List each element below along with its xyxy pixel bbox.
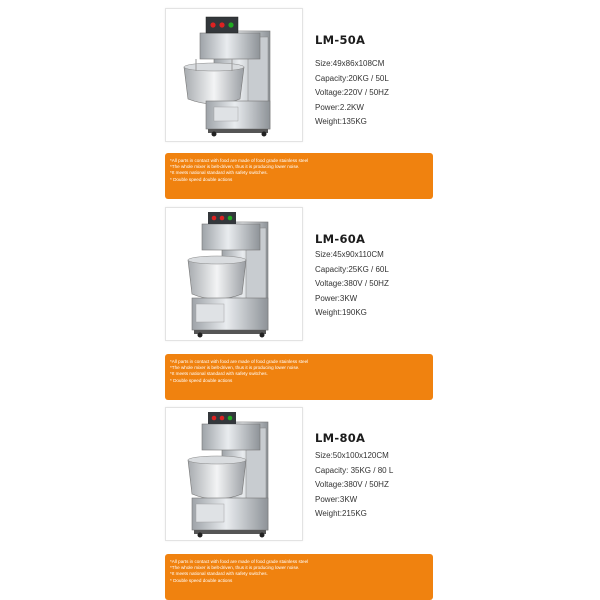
mixer-photo [165,207,303,341]
feature-notes-banner [165,153,433,199]
spec-capacity: Capacity:25KG / 60L [315,264,389,274]
note-line: *It meets national standard with safety switches. [170,371,268,377]
note-line: *The whole mixer is belt-driven, thus it is producing lower noise. [170,565,300,571]
model-title: LM-60A [315,232,366,246]
spec-voltage: Voltage:220V / 50HZ [315,88,389,98]
model-title: LM-50A [315,33,366,47]
spec-voltage: Voltage:380V / 50HZ [315,480,389,490]
mixer-photo [165,8,303,142]
spec-voltage: Voltage:380V / 50HZ [315,279,389,289]
spec-list [315,248,389,321]
note-line: * Double speed double actions [170,176,233,182]
spec-list [315,449,393,522]
feature-notes-banner [165,354,433,400]
note-line: *The whole mixer is belt-driven, thus it is producing lower noise. [170,365,300,371]
note-line: *All parts in contact with food are made of food grade stainless steel [170,359,309,364]
mixer-photo [165,407,303,541]
note-line: *It meets national standard with safety switches. [170,170,268,176]
note-line: *The whole mixer is belt-driven, thus it is producing lower noise. [170,164,300,170]
model-title: LM-80A [315,431,366,445]
spec-list [315,57,389,130]
feature-notes-banner [165,554,433,600]
note-line: * Double speed double actions [170,577,233,583]
spec-size: Size:49x86x108CM [315,59,385,68]
spec-size: Size:50x100x120CM [315,451,389,460]
note-line: *All parts in contact with food are made of food grade stainless steel [170,158,309,163]
spec-size: Size:45x90x110CM [315,250,384,259]
spec-capacity: Capacity:20KG / 50L [315,73,389,83]
note-line: * Double speed double actions [170,377,233,383]
spec-weight: Weight:190KG [315,308,367,318]
spec-power: Power:3KW [315,293,358,303]
spec-capacity: Capacity: 35KG / 80 L [315,465,394,475]
spec-power: Power:3KW [315,494,358,504]
spec-weight: Weight:215KG [315,509,367,519]
spec-weight: Weight:135KG [315,117,367,127]
spec-power: Power:2.2KW [315,102,364,112]
note-line: *It meets national standard with safety switches. [170,571,268,577]
note-line: *All parts in contact with food are made of food grade stainless steel [170,559,309,564]
